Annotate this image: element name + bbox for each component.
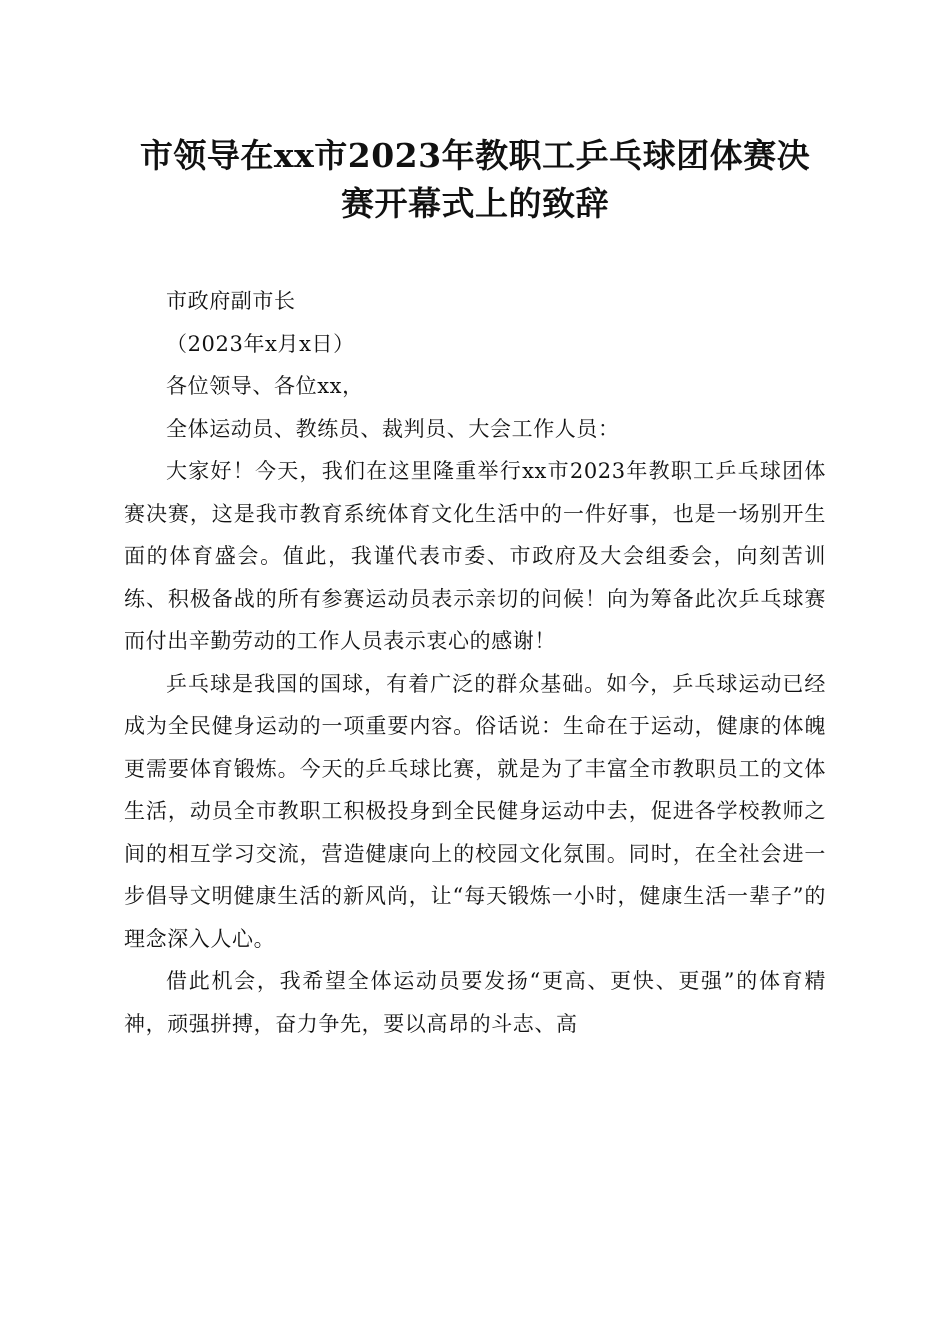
document-title [124, 132, 826, 228]
title-line-1: 市领导在xx市2023年教职工乒乓球团体赛决 [139, 136, 811, 175]
paragraph-hope: 借此机会，我希望全体运动员要发扬“更高、更快、更强”的体育精神，顽强拼搏，奋力争先，要以高昂的斗志、高 [124, 969, 826, 1036]
document-body [124, 280, 826, 1045]
date-line: （2023年x月x日） [166, 331, 355, 356]
salutation-line-1: 各位领导、各位xx， [166, 374, 364, 398]
paragraph-greeting: 大家好！今天，我们在这里隆重举行xx市2023年教职工乒乓球团体赛决赛，这是我市教育系统体育文化生活中的一件好事，也是一场别开生面的体育盛会。值此，我谨代表市委、市政府及大会组委会，向刻苦训练、积极备战的所有参赛运动员表示亲切的问候！向为筹备此次乒乓球赛而付出辛勤劳动的工作人员表示衷心的感谢！ [124, 459, 826, 653]
speaker-line: 市政府副市长 [166, 289, 296, 313]
salutation-line-2: 全体运动员、教练员、裁判员、大会工作人员： [166, 416, 620, 441]
paragraph-table-tennis: 乒乓球是我国的国球，有着广泛的群众基础。如今，乒乓球运动已经成为全民健身运动的一项重要内容。俗话说：生命在于运动，健康的体魄更需要体育锻炼。今天的乒乓球比赛，就是为了丰富全市教职员工的文体生活，动员全市教职工积极投身到全民健身运动中去，促进各学校教师之间的相互学习交流，营造健康向上的校园文化氛围。同时，在全社会进一步倡导文明健康生活的新风尚，让“每天锻炼一小时，健康生活一辈子”的理念深入人心。 [124, 671, 826, 951]
title-line-2: 赛开幕式上的致辞 [341, 184, 609, 223]
